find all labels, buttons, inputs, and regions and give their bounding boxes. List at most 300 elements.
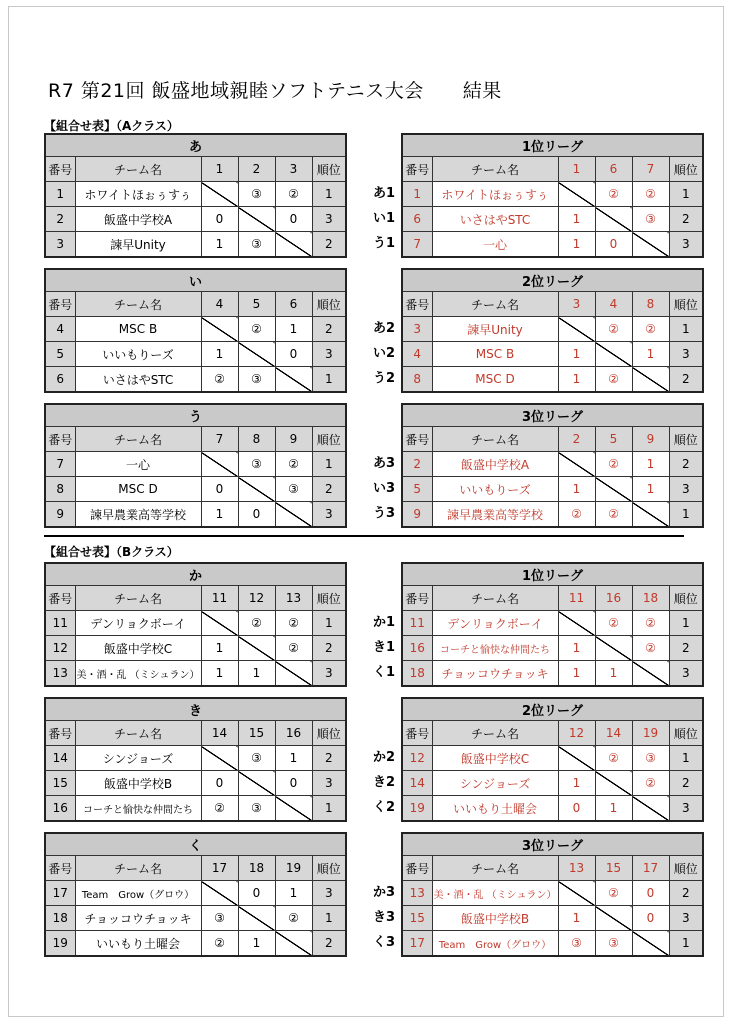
league-table — [401, 133, 704, 258]
team-name: いいもり土曜会 — [75, 931, 201, 957]
team-name: 諫早Unity — [432, 317, 558, 342]
team-number: 8 — [45, 477, 75, 502]
header-no: 番号 — [402, 586, 432, 611]
team-rank: 3 — [312, 771, 346, 796]
header-team: チーム名 — [432, 157, 558, 182]
table-row — [402, 477, 703, 502]
team-rank: 2 — [312, 317, 346, 342]
team-name: 飯盛中学校B — [432, 906, 558, 931]
header-opponent: 12 — [238, 586, 275, 611]
qualifier-label: き2 — [372, 775, 395, 790]
match-result: ② — [275, 182, 312, 207]
header-opponent: 6 — [595, 157, 632, 182]
team-name: いさはやSTC — [75, 367, 201, 393]
header-rank: 順位 — [669, 157, 703, 182]
team-rank: 3 — [312, 342, 346, 367]
team-number: 5 — [402, 477, 432, 502]
header-opponent: 17 — [201, 856, 238, 881]
match-result: 0 — [632, 906, 669, 931]
match-result: 0 — [201, 771, 238, 796]
header-no: 番号 — [45, 586, 75, 611]
header-opponent: 14 — [595, 721, 632, 746]
team-rank: 1 — [312, 452, 346, 477]
diagonal-cell — [558, 746, 595, 771]
team-rank: 1 — [312, 182, 346, 207]
match-result: 1 — [201, 502, 238, 528]
table-row — [45, 367, 346, 393]
team-rank: 1 — [669, 317, 703, 342]
table-row — [45, 931, 346, 957]
qualifier-label: か2 — [372, 750, 395, 765]
table-row — [402, 611, 703, 636]
team-name: 諫早Unity — [75, 232, 201, 258]
table-row — [402, 661, 703, 687]
diagonal-cell — [275, 931, 312, 957]
match-result: ② — [595, 182, 632, 207]
diagonal-cell — [558, 881, 595, 906]
team-rank: 1 — [312, 367, 346, 393]
header-no: 番号 — [402, 721, 432, 746]
team-rank: 3 — [312, 502, 346, 528]
diagonal-cell — [275, 661, 312, 687]
team-number: 13 — [45, 661, 75, 687]
group-table — [44, 268, 347, 393]
diagonal-cell — [632, 367, 669, 393]
group-table — [44, 133, 347, 258]
table-row — [45, 611, 346, 636]
team-rank: 2 — [312, 232, 346, 258]
team-rank: 1 — [312, 796, 346, 822]
table-row — [45, 207, 346, 232]
team-name: 諫早農業高等学校 — [75, 502, 201, 528]
table-row — [402, 367, 703, 393]
table-row — [45, 182, 346, 207]
header-no: 番号 — [402, 856, 432, 881]
diagonal-cell — [201, 182, 238, 207]
team-number: 9 — [45, 502, 75, 528]
table-row — [45, 342, 346, 367]
table-row — [45, 317, 346, 342]
header-opponent: 9 — [632, 427, 669, 452]
diagonal-cell — [238, 906, 275, 931]
table-row — [402, 232, 703, 258]
diagonal-cell — [595, 342, 632, 367]
match-result: 1 — [238, 661, 275, 687]
match-result: ② — [632, 771, 669, 796]
header-opponent: 19 — [632, 721, 669, 746]
header-team: チーム名 — [432, 292, 558, 317]
header-opponent: 2 — [238, 157, 275, 182]
diagonal-cell — [201, 881, 238, 906]
header-opponent: 4 — [201, 292, 238, 317]
match-result: 1 — [595, 661, 632, 687]
header-team: チーム名 — [432, 721, 558, 746]
match-result: 1 — [558, 906, 595, 931]
match-result: 0 — [595, 232, 632, 258]
team-name: 飯盛中学校A — [432, 452, 558, 477]
group-title: 3位リーグ — [402, 833, 703, 856]
team-rank: 2 — [312, 636, 346, 661]
match-result: ② — [238, 317, 275, 342]
team-name: 美・酒・乱 （ミシュラン） — [75, 661, 201, 687]
team-number: 16 — [402, 636, 432, 661]
team-rank: 3 — [669, 661, 703, 687]
header-opponent: 13 — [558, 856, 595, 881]
match-result: 1 — [558, 477, 595, 502]
header-opponent: 16 — [595, 586, 632, 611]
header-opponent: 5 — [238, 292, 275, 317]
team-rank: 2 — [312, 746, 346, 771]
team-name: ホワイトほぉぅすぅ — [75, 182, 201, 207]
header-rank: 順位 — [312, 586, 346, 611]
qualifier-label: き3 — [372, 910, 395, 925]
team-name: 飯盛中学校B — [75, 771, 201, 796]
header-team: チーム名 — [75, 292, 201, 317]
team-rank: 1 — [669, 611, 703, 636]
team-name: いいもり土曜会 — [432, 796, 558, 822]
diagonal-cell — [238, 207, 275, 232]
team-rank: 3 — [312, 881, 346, 906]
header-opponent: 16 — [275, 721, 312, 746]
table-row — [45, 771, 346, 796]
match-result: ② — [238, 611, 275, 636]
header-no: 番号 — [45, 856, 75, 881]
team-number: 2 — [45, 207, 75, 232]
match-result: 0 — [632, 881, 669, 906]
header-opponent: 11 — [558, 586, 595, 611]
qualifier-label: き1 — [372, 640, 395, 655]
team-rank: 2 — [312, 477, 346, 502]
header-opponent: 11 — [201, 586, 238, 611]
match-result: 1 — [201, 636, 238, 661]
team-name: チョッコウチョッキ — [75, 906, 201, 931]
diagonal-cell — [275, 367, 312, 393]
header-opponent: 6 — [275, 292, 312, 317]
table-row — [402, 317, 703, 342]
team-name: 一心 — [75, 452, 201, 477]
diagonal-cell — [275, 502, 312, 528]
match-result: 1 — [275, 317, 312, 342]
team-name: MSC D — [432, 367, 558, 393]
team-rank: 1 — [669, 746, 703, 771]
header-no: 番号 — [45, 157, 75, 182]
group-table — [44, 832, 347, 957]
header-rank: 順位 — [312, 856, 346, 881]
match-result: ② — [275, 906, 312, 931]
diagonal-cell — [595, 906, 632, 931]
match-result: 1 — [201, 342, 238, 367]
group-table — [44, 403, 347, 528]
league-table — [401, 562, 704, 687]
team-rank: 1 — [669, 182, 703, 207]
group-title: 3位リーグ — [402, 404, 703, 427]
team-name: いいもりーズ — [75, 342, 201, 367]
team-rank: 3 — [312, 661, 346, 687]
header-opponent: 13 — [275, 586, 312, 611]
group-table — [44, 697, 347, 822]
group-title: い — [45, 269, 346, 292]
team-rank: 2 — [312, 931, 346, 957]
team-number: 12 — [402, 746, 432, 771]
table-row — [45, 636, 346, 661]
team-number: 8 — [402, 367, 432, 393]
team-rank: 1 — [312, 611, 346, 636]
team-name: Team Grow（グロウ） — [75, 881, 201, 906]
team-rank: 1 — [312, 906, 346, 931]
table-row — [402, 182, 703, 207]
team-rank: 2 — [669, 207, 703, 232]
qualifier-label: く2 — [372, 800, 395, 815]
table-row — [45, 796, 346, 822]
team-number: 7 — [402, 232, 432, 258]
team-number: 2 — [402, 452, 432, 477]
team-name: Team Grow（グロウ） — [432, 931, 558, 957]
team-rank: 3 — [669, 796, 703, 822]
match-result: ② — [558, 502, 595, 528]
header-opponent: 15 — [595, 856, 632, 881]
diagonal-cell — [632, 502, 669, 528]
team-number: 3 — [45, 232, 75, 258]
team-name: MSC B — [432, 342, 558, 367]
table-row — [45, 452, 346, 477]
team-name: 飯盛中学校A — [75, 207, 201, 232]
group-table — [44, 562, 347, 687]
match-result: 1 — [201, 661, 238, 687]
header-opponent: 7 — [201, 427, 238, 452]
team-rank: 3 — [312, 207, 346, 232]
diagonal-cell — [238, 342, 275, 367]
header-rank: 順位 — [669, 427, 703, 452]
league-table — [401, 697, 704, 822]
header-team: チーム名 — [75, 721, 201, 746]
header-rank: 順位 — [312, 721, 346, 746]
header-team: チーム名 — [432, 427, 558, 452]
header-rank: 順位 — [669, 292, 703, 317]
table-row — [402, 342, 703, 367]
qualifier-label: く3 — [372, 935, 395, 950]
match-result: ③ — [558, 931, 595, 957]
match-result: ② — [632, 182, 669, 207]
group-title: 1位リーグ — [402, 563, 703, 586]
qualifier-label: か3 — [372, 885, 395, 900]
table-row — [402, 906, 703, 931]
team-name: シンジョーズ — [432, 771, 558, 796]
match-result: 0 — [275, 342, 312, 367]
match-result: 1 — [201, 232, 238, 258]
diagonal-cell — [558, 182, 595, 207]
table-row — [45, 661, 346, 687]
team-number: 13 — [402, 881, 432, 906]
header-team: チーム名 — [432, 856, 558, 881]
team-rank: 3 — [669, 906, 703, 931]
match-result: 0 — [201, 477, 238, 502]
table-row — [402, 881, 703, 906]
diagonal-cell — [201, 746, 238, 771]
diagonal-cell — [201, 452, 238, 477]
diagonal-cell — [238, 771, 275, 796]
qualifier-label: く1 — [372, 665, 395, 680]
match-result: ③ — [238, 452, 275, 477]
header-opponent: 2 — [558, 427, 595, 452]
team-rank: 2 — [669, 881, 703, 906]
diagonal-cell — [595, 636, 632, 661]
match-result: 1 — [558, 342, 595, 367]
match-result: ② — [275, 611, 312, 636]
team-number: 7 — [45, 452, 75, 477]
match-result: 0 — [275, 207, 312, 232]
header-opponent: 5 — [595, 427, 632, 452]
qualifier-label: い3 — [372, 481, 395, 496]
table-row — [402, 452, 703, 477]
match-result: ② — [201, 367, 238, 393]
match-result: ③ — [238, 796, 275, 822]
team-name: いいもりーズ — [432, 477, 558, 502]
league-table — [401, 268, 704, 393]
header-rank: 順位 — [669, 586, 703, 611]
table-row — [45, 502, 346, 528]
header-no: 番号 — [402, 157, 432, 182]
page-title: R7 第21回 飯盛地域親睦ソフトテニス大会 結果 — [48, 80, 502, 102]
team-number: 6 — [402, 207, 432, 232]
match-result: ③ — [632, 207, 669, 232]
diagonal-cell — [595, 771, 632, 796]
header-rank: 順位 — [669, 721, 703, 746]
header-opponent: 15 — [238, 721, 275, 746]
team-number: 19 — [45, 931, 75, 957]
header-rank: 順位 — [669, 856, 703, 881]
team-name: MSC B — [75, 317, 201, 342]
qualifier-label: い2 — [372, 346, 395, 361]
team-name: デンリョクボーイ — [432, 611, 558, 636]
header-opponent: 18 — [238, 856, 275, 881]
header-opponent: 17 — [632, 856, 669, 881]
header-opponent: 7 — [632, 157, 669, 182]
header-opponent: 8 — [632, 292, 669, 317]
qualifier-label: か1 — [372, 615, 395, 630]
team-number: 17 — [45, 881, 75, 906]
match-result: 0 — [238, 881, 275, 906]
qualifier-label: う3 — [372, 506, 395, 521]
team-rank: 2 — [669, 771, 703, 796]
header-opponent: 12 — [558, 721, 595, 746]
match-result: 1 — [275, 746, 312, 771]
table-row — [45, 477, 346, 502]
team-name: デンリョクボーイ — [75, 611, 201, 636]
team-name: ホワイトほぉぅすぅ — [432, 182, 558, 207]
diagonal-cell — [558, 611, 595, 636]
match-result: ② — [595, 746, 632, 771]
team-rank: 2 — [669, 636, 703, 661]
team-number: 15 — [45, 771, 75, 796]
team-number: 19 — [402, 796, 432, 822]
header-team: チーム名 — [432, 586, 558, 611]
table-row — [45, 906, 346, 931]
qualifier-label: う1 — [372, 236, 395, 251]
diagonal-cell — [201, 317, 238, 342]
diagonal-cell — [632, 796, 669, 822]
group-title: あ — [45, 134, 346, 157]
team-name: いさはやSTC — [432, 207, 558, 232]
match-result: ② — [632, 611, 669, 636]
table-row — [402, 796, 703, 822]
team-number: 9 — [402, 502, 432, 528]
team-number: 11 — [45, 611, 75, 636]
match-result: 1 — [558, 232, 595, 258]
section-divider — [44, 535, 684, 537]
table-row — [402, 931, 703, 957]
league-table — [401, 832, 704, 957]
match-result: ② — [595, 367, 632, 393]
match-result: ③ — [238, 746, 275, 771]
header-no: 番号 — [45, 721, 75, 746]
match-result: ③ — [275, 477, 312, 502]
league-table — [401, 403, 704, 528]
section-label-a: 【組合せ表】（Aクラス） — [44, 119, 179, 133]
header-opponent: 18 — [632, 586, 669, 611]
table-row — [402, 207, 703, 232]
team-name: 飯盛中学校C — [75, 636, 201, 661]
team-name: チョッコウチョッキ — [432, 661, 558, 687]
match-result: ③ — [632, 746, 669, 771]
group-title: き — [45, 698, 346, 721]
header-opponent: 1 — [201, 157, 238, 182]
diagonal-cell — [275, 232, 312, 258]
qualifier-label: い1 — [372, 211, 395, 226]
match-result: ② — [201, 931, 238, 957]
match-result: 0 — [238, 502, 275, 528]
qualifier-label: あ2 — [372, 321, 395, 336]
team-number: 15 — [402, 906, 432, 931]
header-rank: 順位 — [312, 427, 346, 452]
team-number: 18 — [45, 906, 75, 931]
match-result: 0 — [275, 771, 312, 796]
header-team: チーム名 — [75, 427, 201, 452]
table-row — [402, 746, 703, 771]
header-rank: 順位 — [312, 157, 346, 182]
match-result: ② — [632, 636, 669, 661]
match-result: 0 — [201, 207, 238, 232]
team-number: 3 — [402, 317, 432, 342]
team-number: 11 — [402, 611, 432, 636]
diagonal-cell — [201, 611, 238, 636]
match-result: 1 — [558, 771, 595, 796]
team-number: 1 — [45, 182, 75, 207]
match-result: ③ — [238, 232, 275, 258]
match-result: ③ — [238, 182, 275, 207]
header-opponent: 9 — [275, 427, 312, 452]
match-result: ② — [275, 636, 312, 661]
team-rank: 1 — [669, 502, 703, 528]
team-rank: 3 — [669, 232, 703, 258]
match-result: 1 — [558, 207, 595, 232]
group-title: 1位リーグ — [402, 134, 703, 157]
diagonal-cell — [558, 317, 595, 342]
diagonal-cell — [238, 477, 275, 502]
team-number: 14 — [402, 771, 432, 796]
diagonal-cell — [632, 661, 669, 687]
team-rank: 1 — [669, 931, 703, 957]
match-result: 1 — [275, 881, 312, 906]
team-number: 17 — [402, 931, 432, 957]
header-opponent: 14 — [201, 721, 238, 746]
group-title: か — [45, 563, 346, 586]
header-opponent: 3 — [275, 157, 312, 182]
match-result: 1 — [595, 796, 632, 822]
match-result: 1 — [632, 452, 669, 477]
team-name: 飯盛中学校C — [432, 746, 558, 771]
match-result: ② — [595, 611, 632, 636]
team-name: 美・酒・乱 （ミシュラン） — [432, 881, 558, 906]
